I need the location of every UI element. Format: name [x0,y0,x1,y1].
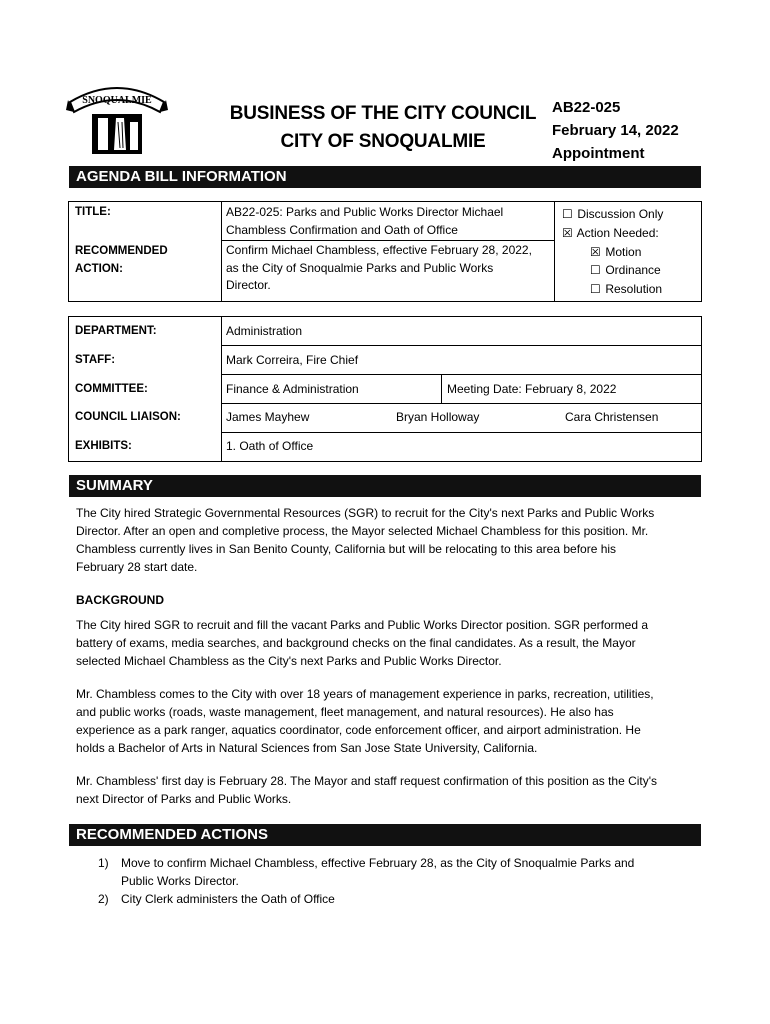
committee-label: COMMITTEE: [75,383,148,395]
city-logo [66,72,168,156]
summary-header: SUMMARY [69,475,701,497]
title-value: AB22-025: Parks and Public Works Director Michael Chambless Confirmation and Oath of Office [226,205,504,237]
option-motion[interactable]: ☒ Motion [562,243,663,262]
action-item-1: Move to confirm Michael Chambless, effective February 28, as the City of Snoqualmie Parks and Public Works Director. [121,856,635,888]
recommended-action-label: RECOMMENDED ACTION: [75,245,168,275]
background-heading: BACKGROUND [76,593,164,607]
committee-value: Finance & Administration [226,382,359,396]
logo-text: SNOQUALMIE [82,95,152,106]
title-label: TITLE: [75,206,111,218]
liaison-1: James Mayhew [226,410,310,424]
action-number-2: 2) [98,892,109,906]
bill-category: Appointment [552,145,645,162]
action-item-2: City Clerk administers the Oath of Office [121,892,335,906]
liaison-3: Cara Christensen [565,410,659,424]
title-line-1: BUSINESS OF THE CITY COUNCIL [229,103,537,124]
title-line-2: CITY OF SNOQUALMIE [280,131,486,152]
document-title [214,100,552,156]
bill-info [552,96,679,165]
checkbox-icon: ☐ [562,207,573,221]
bill-date: February 14, 2022 [552,122,679,139]
meeting-date: Meeting Date: February 8, 2022 [447,382,617,396]
staff-value: Mark Correira, Fire Chief [226,353,359,367]
checkbox-icon: ☐ [590,282,601,297]
department-value: Administration [226,324,303,338]
option-action-needed[interactable]: ☒ Action Needed: [562,224,663,243]
option-resolution[interactable]: ☐ Resolution [562,280,663,299]
recommended-actions-header: RECOMMENDED ACTIONS [69,824,701,846]
council-liaison-label: COUNCIL LIAISON: [75,411,181,423]
bill-number: AB22-025 [552,99,621,116]
action-number-1: 1) [98,856,109,870]
checked-box-icon: ☒ [562,225,573,240]
checked-box-icon: ☒ [590,244,601,259]
staff-label: STAFF: [75,354,116,366]
recommended-action-value: Confirm Michael Chambless, effective February 28, 2022, as the City of Snoqualmie Parks and Public Works Director. [226,243,532,292]
summary-paragraph: The City hired Strategic Governmental Resources (SGR) to recruit for the City's next Parks and Public Works Director. After an open and completive process, the Mayor selected Michael Chambless for this position. Mr. Chambless currently lives in San Benito County, California but will be relocating to this area before his February 28 start date. [76,506,655,574]
action-options [562,205,663,299]
background-paragraph-1: The City hired SGR to recruit and fill the vacant Parks and Public Works Director position. SGR performed a battery of exams, media searches, and background checks on the final candidates. As a result, the Mayor selected Michael Chambless as the City's next Parks and Public Works Director. [76,618,649,668]
background-paragraph-3: Mr. Chambless' first day is February 28. The Mayor and staff request confirmation of this position as the City's next Director of Parks and Public Works. [76,774,658,806]
checkbox-icon: ☐ [590,263,601,278]
agenda-bill-header: AGENDA BILL INFORMATION [69,166,701,188]
background-paragraph-2: Mr. Chambless comes to the City with over 18 years of management experience in parks, recreation, utilities, and public works (roads, waste management, fleet management, and natural resources). He also has experience as a park ranger, aquatics coordinator, code enforcement officer, and airport administration. He holds a Bachelor of Arts in Natural Sciences from San Jose State University, California. [76,687,654,755]
option-ordinance[interactable]: ☐ Ordinance [562,261,663,280]
option-discussion-only[interactable]: ☐ Discussion Only [562,205,663,224]
liaison-2: Bryan Holloway [396,410,480,424]
exhibits-value: 1. Oath of Office [226,439,314,453]
exhibits-label: EXHIBITS: [75,440,132,452]
department-label: DEPARTMENT: [75,325,157,337]
